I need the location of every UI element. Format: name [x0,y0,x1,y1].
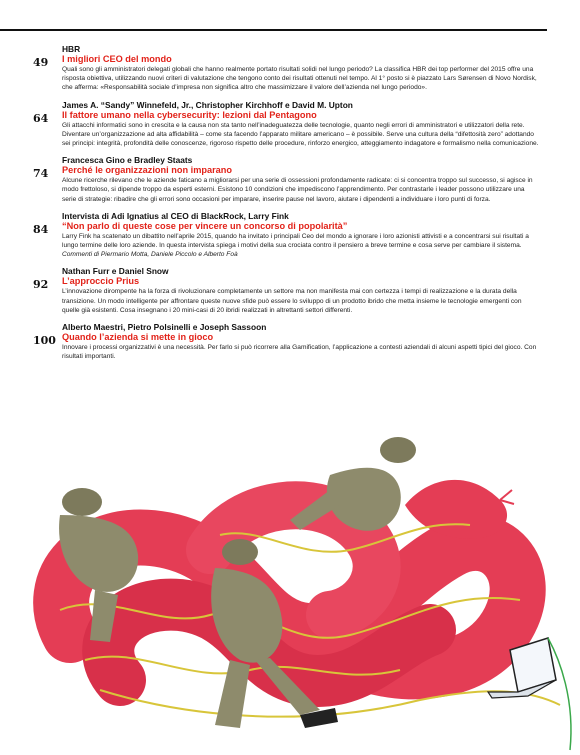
page-number: 74 [33,167,49,181]
entry-summary: L’innovazione dirompente ha la forza di rivoluzionare completamente un settore ma non manifesta mai con certezza i tempi di realizzazione e la durata della transizione. Un modo intelligente per affrontare queste nuove sfide può essere lo sviluppo di un prodotto ibrido che metta insieme le tecnologie emergenti con quelle già esistenti. Cosa insegnano i 20 mini-casi di 20 ibridi realizzati in altrettanti settori differenti. [62,288,522,314]
entry-summary: Quali sono gli amministratori delegati globali che hanno realmente portato risultati solidi nel lungo periodo? La classifica HBR dei top performer del 2015 offre una risposta obiettiva, utilizzando nuovi criteri di valutazione che tengono conto dei risultati ottenuti nel tempo. Al 1° posto si è piazzato Lars Sørensen di Novo Nordisk, che afferma: «Responsabilità sociale d’impresa non significa altro che massimizzare il valore dell’azienda nel lungo periodo». [62,66,537,92]
entry-title[interactable]: Il fattore umano nella cybersecurity: lezioni dal Pentagono [62,109,317,120]
entry-title[interactable]: Perché le organizzazioni non imparano [62,165,233,176]
toc-entry[interactable] [0,155,580,204]
page-number: 64 [33,111,49,125]
toc-entry[interactable] [0,266,580,315]
page-number: 100 [33,334,56,348]
entry-authors: HBR [62,44,81,54]
toc-entry[interactable] [0,100,580,149]
snake-head [405,480,514,539]
entry-authors: Intervista di Adi Ignatius al CEO di BlackRock, Larry Fink [62,210,289,221]
entry-summary: Gli attacchi informatici sono in crescita e la causa non sta tanto nell’inadeguatezza delle tecnologie, quanto negli errori di amministratori e utilizzatori della rete. Diventare un’organizzazione ad alta affidabilità – come sta facendo l’apparato militare americano – è possibile. Serve una cultura della “difettosità zero” adottando sei principi: integrità, profondità delle conoscenze, rigoroso rispetto delle procedure, rinforzo energico, atteggiamento indagatore e formalismo nella comunicazione. [62,121,539,148]
entry-authors: James A. “Sandy” Winnefeld, Jr., Christopher Kirchhoff e David M. Upton [62,99,353,110]
entry-title[interactable]: L’approccio Prius [62,276,140,287]
entry-authors: Nathan Furr e Daniel Snow [62,266,169,277]
entry-summary: Innovare i processi organizzativi è una necessità. Per farlo si può ricorrere alla Gamification, l’applicazione a contesti aziendali di alcuni aspetti tipici del gioco. Con risultati importanti. [62,344,537,361]
entry-summary: Alcune ricerche rilevano che le aziende faticano a migliorarsi per una serie di ossessioni profondamente radicate: ci si concentra troppo sul successo, si agisce in modo frettoloso, si dipende troppo da esperti esterni. Esistono 10 condizioni che impediscono l’apprendimento. Per contrastarle i leader possono utilizzare una serie di strategie: ribadire che gli errori sono occasioni per imparare, inserire pause nel lavoro, aiutare i dipendenti a individuare i loro punti di forza. [62,177,533,203]
table-of-contents [0,44,580,368]
entry-summary: Larry Fink ha scatenato un dibattito nell’aprile 2015, quando ha invitato i principali Ceo del mondo a ignorare i loro azionisti attivisti e a concentrarsi sui risultati a lungo termine delle loro aziende. In questa intervista spiega i motivi della sua crociata contro il pensiero a breve termine e cosa serve per cambiare il sistema. [62,232,529,250]
entry-title[interactable]: Quando l’azienda si mette in gioco [62,332,214,343]
entry-title[interactable]: I migliori CEO del mondo [62,54,172,64]
toc-entry[interactable] [0,322,580,361]
entry-authors: Francesca Gino e Bradley Staats [62,155,193,166]
page-number: 84 [33,222,49,236]
entry-authors: Alberto Maestri, Pietro Polsinelli e Joseph Sassoon [62,322,267,333]
toc-entry[interactable] [0,44,580,93]
page-number: 92 [33,278,49,292]
toc-entry[interactable] [0,211,580,260]
page-number: 49 [33,56,49,69]
entry-credits: Commenti di Piermario Motta, Daniele Piccolo e Alberto Foà [62,251,238,259]
top-rule [0,29,547,31]
illustration-snake-soldiers [0,430,580,755]
entry-title[interactable]: “Non parlo di queste cose per vincere un concorso di popolarità” [62,220,348,231]
